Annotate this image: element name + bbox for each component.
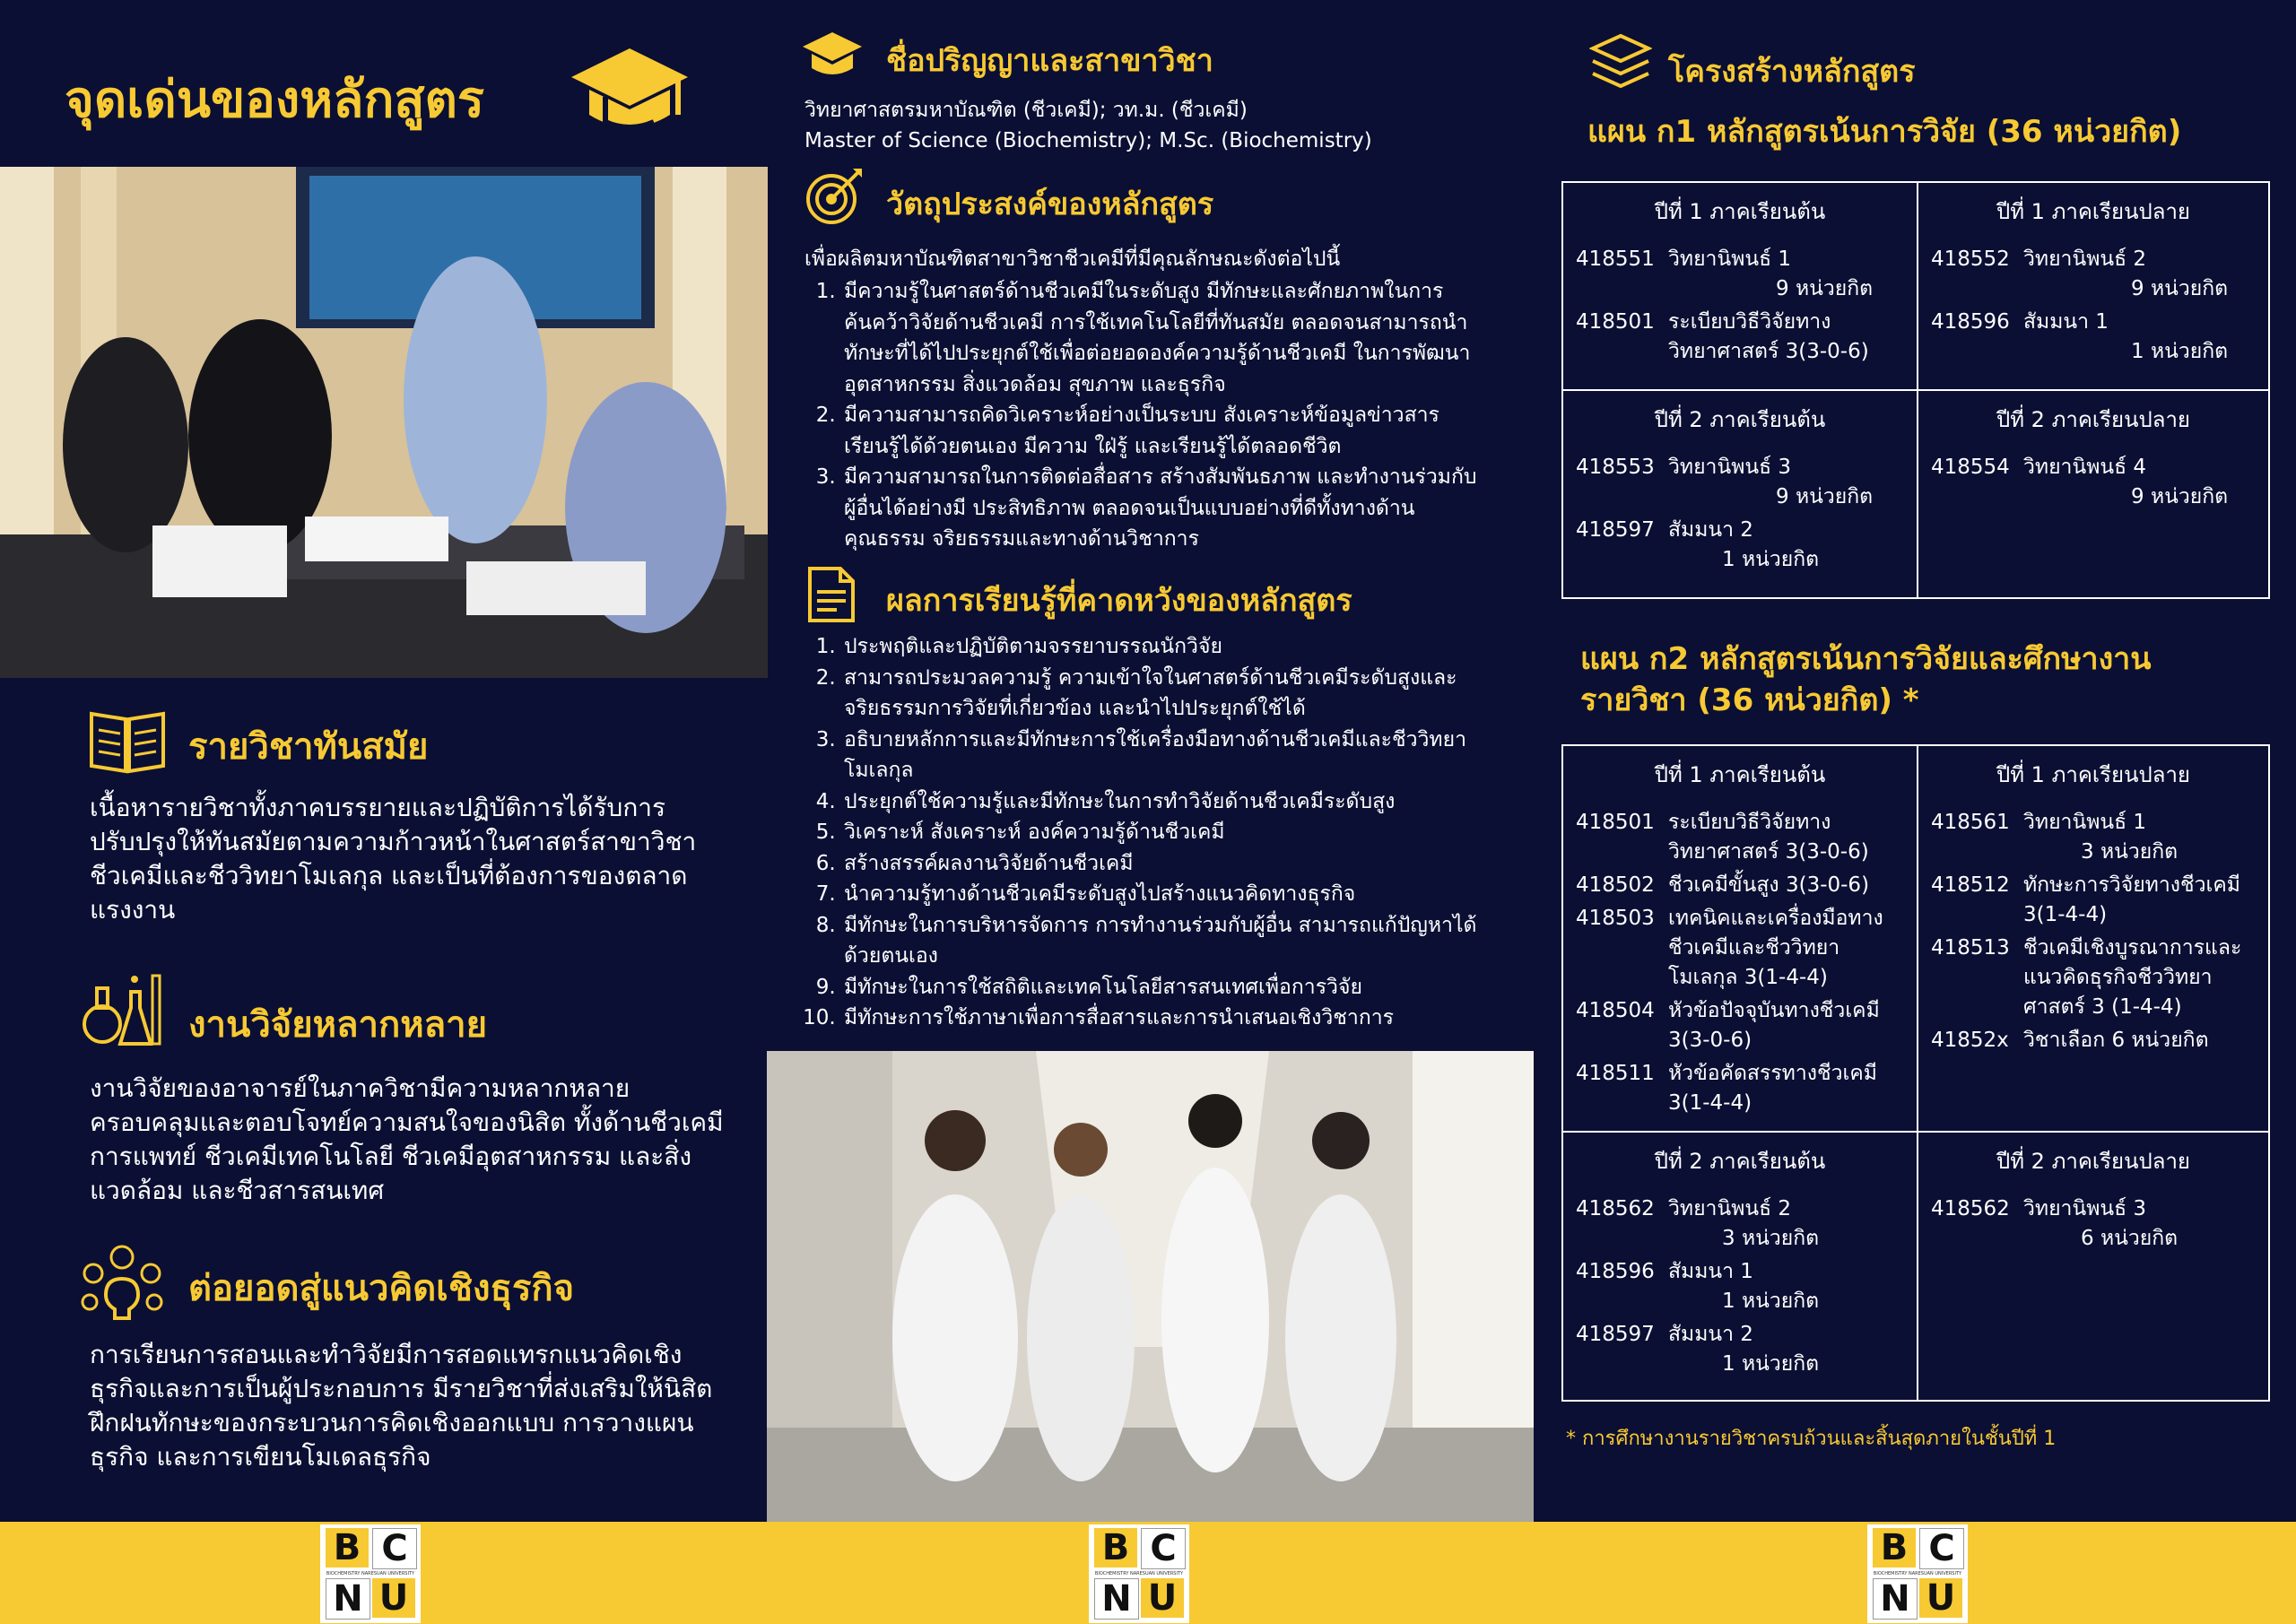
course-row: 418597 สัมมนา 2 1 หน่วยกิต	[1576, 1323, 1820, 1376]
course-row: 418596 สัมมนา 1 1 หน่วยกิต	[1931, 310, 2229, 363]
plan2-title: แผน ก2 หลักสูตรเน้นการวิจัยและศึกษางานรายวิชา (36 หน่วยกิต) *	[1580, 641, 2152, 718]
outcome-item: 5. วิเคราะห์ สังเคราะห์ องค์ความรู้ด้านชีวเคมี	[842, 817, 1486, 848]
outcomes-list	[804, 631, 1486, 1034]
outcome-item: 6. สร้างสรรค์ผลงานวิจัยด้านชีวเคมี	[842, 848, 1486, 880]
plan1-year2-term1: ปีที่ 2 ภาคเรียนต้น 418553 วิทยานิพนธ์ 3 9 หน่วยกิต 418597 สัมมนา 2 1 หน่วยกิต	[1562, 390, 1918, 598]
objectives-list	[804, 276, 1486, 555]
bcnu-logo: B C BIOCHEMISTRY NARESUAN UNIVERSITY N U	[1867, 1524, 1968, 1623]
plan1-table	[1561, 181, 2270, 599]
degree-name-thai: วิทยาศาสตรมหาบัณฑิต (ชีวเคมี); วท.ม. (ชีวเคมี)	[804, 99, 1248, 122]
plan1-year1-term1: ปีที่ 1 ภาคเรียนต้น 418551 วิทยานิพนธ์ 1 9 หน่วยกิต 418501 ระเบียบวิธีวิจัยทางวิทยาศาสตร์ 3(3-0-6)	[1562, 182, 1918, 390]
course-row: 418561 วิทยานิพนธ์ 1 3 หน่วยกิต	[1931, 811, 2179, 864]
course-row: 418512 ทักษะการวิจัยทางชีวเคมี 3(1-4-4)	[1931, 873, 2240, 926]
course-row: 418551 วิทยานิพนธ์ 1 9 หน่วยกิต	[1576, 248, 1874, 300]
outcome-item: 7. นำความรู้ทางด้านชีวเคมีระดับสูงไปสร้างแนวคิดทางธุรกิจ	[842, 879, 1486, 910]
course-row: 418562 วิทยานิพนธ์ 2 3 หน่วยกิต	[1576, 1197, 1820, 1250]
document-icon	[804, 565, 858, 624]
feature-body-business: การเรียนการสอนและทำวิจัยมีการสอดแทรกแนวคิดเชิงธุรกิจและการเป็นผู้ประกอบการ มีรายวิชาที่ส่งเสริมให้นิสิตฝึกฝนทักษะของกระบวนการคิดเชิงออกแบบ การวางแผนธุรกิจ และการเขียนโมเดลธุรกิจ	[90, 1340, 713, 1472]
feature-title-research: งานวิจัยหลากหลาย	[188, 1004, 488, 1046]
course-row: 418553 วิทยานิพนธ์ 3 9 หน่วยกิต	[1576, 456, 1874, 508]
degree-name-english: Master of Science (Biochemistry); M.Sc. (Biochemistry)	[804, 129, 1372, 152]
outcome-item: 3. อธิบายหลักการและมีทักษะการใช้เครื่องมือทางด้านชีวเคมีและชีววิทยาโมเลกุล	[842, 725, 1486, 786]
plan2-year1-term2: ปีที่ 1 ภาคเรียนปลาย 418561 วิทยานิพนธ์ 1 3 หน่วยกิต 418512 ทักษะการวิจัยทางชีวเคมี 3(1-4-4) 418513 ชีวเคมีเชิงบูรณาการและแนวคิดธุรกิจชีววิทยาศาสตร์ 3 (1-4-4) 41852x วิชาเลือก 6 หน่วยกิต	[1918, 745, 2269, 1132]
course-row: 418504 หัวข้อปัจจุบันทางชีวเคมี 3(3-0-6)	[1576, 999, 1880, 1052]
outcome-item: 9. มีทักษะในการใช้สถิติและเทคโนโลยีสารสนเทศเพื่อการวิจัย	[842, 972, 1486, 1003]
course-row: 418511 หัวข้อคัดสรรทางชีวเคมี 3(1-4-4)	[1576, 1062, 1877, 1115]
plan2-footnote: * การศึกษางานรายวิชาครบถ้วนและสิ้นสุดภายในชั้นปีที่ 1	[1566, 1428, 2057, 1450]
plan1-title: แผน ก1 หลักสูตรเน้นการวิจัย (36 หน่วยกิต)	[1587, 114, 2182, 150]
feature-title-modern-courses: รายวิชาทันสมัย	[188, 726, 429, 768]
course-row: 418503 เทคนิคและเครื่องมือทางชีวเคมีและชีววิทยาโมเลกุล 3(1-4-4)	[1576, 907, 1883, 989]
lab-flask-icon	[81, 968, 163, 1051]
students-in-lab-coats-photo	[767, 1051, 1534, 1522]
course-row: 418502 ชีวเคมีขั้นสูง 3(3-0-6)	[1576, 873, 1870, 897]
feature-body-research: งานวิจัยของอาจารย์ในภาควิชามีความหลากหลาย ครอบคลุมและตอบโจทย์ความสนใจของนิสิต ทั้งด้านชีวเคมีการแพทย์ ชีวเคมีเทคโนโลยี ชีวเคมีอุตสาหกรรม และสิ่งแวดล้อม และชีวสารสนเทศ	[90, 1073, 724, 1205]
plan2-year1-term1: ปีที่ 1 ภาคเรียนต้น 418501 ระเบียบวิธีวิจัยทางวิทยาศาสตร์ 3(3-0-6) 418502 ชีวเคมีขั้นสูง 3(3-0-6) 418503 เทคนิคและเครื่องมือทางชีวเคมีและชีววิทยาโมเลกุล 3(1-4-4) 418504 หัวข้อปัจจุบันทางชีวเคมี 3(3-0-6) 418511 หัวข้อคัดสรรทางชีวเคมี 3(1-4-4)	[1562, 745, 1918, 1132]
feature-body-modern-courses: เนื้อหารายวิชาทั้งภาคบรรยายและปฏิบัติการได้รับการปรับปรุงให้ทันสมัยตามความก้าวหน้าในศาสตร์สาขาวิชาชีวเคมีและชีววิทยาโมเลกุล และเป็นที่ต้องการของตลาดแรงงาน	[90, 793, 697, 925]
open-book-icon	[86, 705, 169, 777]
objectives-title: วัตถุประสงค์ของหลักสูตร	[886, 187, 1214, 222]
plan2-year2-term2: ปีที่ 2 ภาคเรียนปลาย 418562 วิทยานิพนธ์ 3 6 หน่วยกิต	[1918, 1132, 2269, 1401]
course-row: 418501 ระเบียบวิธีวิจัยทางวิทยาศาสตร์ 3(3-0-6)	[1576, 310, 1869, 363]
target-icon	[803, 165, 865, 228]
outcome-item: 4. ประยุกต์ใช้ความรู้และมีทักษะในการทำวิจัยด้านชีวเคมีระดับสูง	[842, 786, 1486, 818]
outcomes-title: ผลการเรียนรู้ที่คาดหวังของหลักสูตร	[886, 583, 1352, 619]
business-idea-icon	[81, 1243, 163, 1327]
bcnu-logo: B C BIOCHEMISTRY NARESUAN UNIVERSITY N U	[1089, 1524, 1189, 1623]
plan2-table	[1561, 744, 2270, 1402]
outcome-item: 1. ประพฤติและปฏิบัติตามจรรยาบรรณนักวิจัย	[842, 631, 1486, 663]
course-row: 418513 ชีวเคมีเชิงบูรณาการและแนวคิดธุรกิจชีววิทยาศาสตร์ 3 (1-4-4)	[1931, 936, 2242, 1019]
objective-item: 1. มีความรู้ในศาสตร์ด้านชีวเคมีในระดับสูง มีทักษะและศักยภาพในการค้นคว้าวิจัยด้านชีวเคมี การใช้เทคโนโลยีที่ทันสมัย ตลอดจนสามารถนำทักษะที่ได้ไปประยุกต์ใช้เพื่อต่อยอดองค์ความรู้ด้านชีวเคมี ในการพัฒนาอุตสาหกรรม สิ่งแวดล้อม สุขภาพ และธุรกิจ	[842, 276, 1486, 400]
feature-title-business: ต่อยอดสู่แนวคิดเชิงธุรกิจ	[188, 1268, 575, 1309]
plan1-year2-term2: ปีที่ 2 ภาคเรียนปลาย 418554 วิทยานิพนธ์ 4 9 หน่วยกิต	[1918, 390, 2269, 598]
plan2-year2-term1: ปีที่ 2 ภาคเรียนต้น 418562 วิทยานิพนธ์ 2 3 หน่วยกิต 418596 สัมมนา 1 1 หน่วยกิต 418597 สัมมนา 2 1 หน่วยกิต	[1562, 1132, 1918, 1401]
course-row: 418597 สัมมนา 2 1 หน่วยกิต	[1576, 518, 1820, 571]
course-row: 418562 วิทยานิพนธ์ 3 6 หน่วยกิต	[1931, 1197, 2179, 1250]
structure-title: โครงสร้างหลักสูตร	[1668, 54, 1916, 90]
degree-title: ชื่อปริญญาและสาขาวิชา	[886, 43, 1213, 79]
course-row: 418552 วิทยานิพนธ์ 2 9 หน่วยกิต	[1931, 248, 2229, 300]
objectives-intro: เพื่อผลิตมหาบัณฑิตสาขาวิชาชีวเคมีที่มีคุณลักษณะดังต่อไปนี้	[804, 248, 1341, 271]
outcome-item: 10. มีทักษะการใช้ภาษาเพื่อการสื่อสารและการนำเสนอเชิงวิชาการ	[842, 1003, 1486, 1034]
graduation-cap-icon	[801, 29, 864, 83]
course-row: 418596 สัมมนา 1 1 หน่วยกิต	[1576, 1260, 1820, 1313]
bcnu-logo: B C BIOCHEMISTRY NARESUAN UNIVERSITY N U	[320, 1524, 421, 1623]
course-row: 41852x วิชาเลือก 6 หน่วยกิต	[1931, 1029, 2209, 1052]
course-row: 418554 วิทยานิพนธ์ 4 9 หน่วยกิต	[1931, 456, 2229, 508]
outcome-item: 8. มีทักษะในการบริหารจัดการ การทำงานร่วมกับผู้อื่น สามารถแก้ปัญหาได้ด้วยตนเอง	[842, 910, 1486, 972]
course-row: 418501 ระเบียบวิธีวิจัยทางวิทยาศาสตร์ 3(3-0-6)	[1576, 811, 1869, 864]
students-discussion-photo	[0, 167, 768, 678]
graduation-cap-icon	[570, 43, 691, 142]
layers-stack-icon	[1589, 32, 1652, 99]
objective-item: 3. มีความสามารถในการติดต่อสื่อสาร สร้างสัมพันธภาพ และทำงานร่วมกับผู้อื่นได้อย่างมี ประสิทธิภาพ ตลอดจนเป็นแบบอย่างที่ดีทั้งทางด้านคุณธรรม จริยธรรมและทางด้านวิชาการ	[842, 462, 1486, 555]
plan1-year1-term2: ปีที่ 1 ภาคเรียนปลาย 418552 วิทยานิพนธ์ 2 9 หน่วยกิต 418596 สัมมนา 1 1 หน่วยกิต	[1918, 182, 2269, 390]
page-title: จุดเด่นของหลักสูตร	[65, 71, 484, 129]
outcome-item: 2. สามารถประมวลความรู้ ความเข้าใจในศาสตร์ด้านชีวเคมีระดับสูงและจริยธรรมการวิจัยที่เกี่ยวข้อง และนำไปประยุกต์ใช้ได้	[842, 663, 1486, 725]
objective-item: 2. มีความสามารถคิดวิเคราะห์อย่างเป็นระบบ สังเคราะห์ข้อมูลข่าวสาร เรียนรู้ได้ด้วยตนเอง มีความ ใฝ่รู้ และเรียนรู้ได้ตลอดชีวิต	[842, 400, 1486, 462]
